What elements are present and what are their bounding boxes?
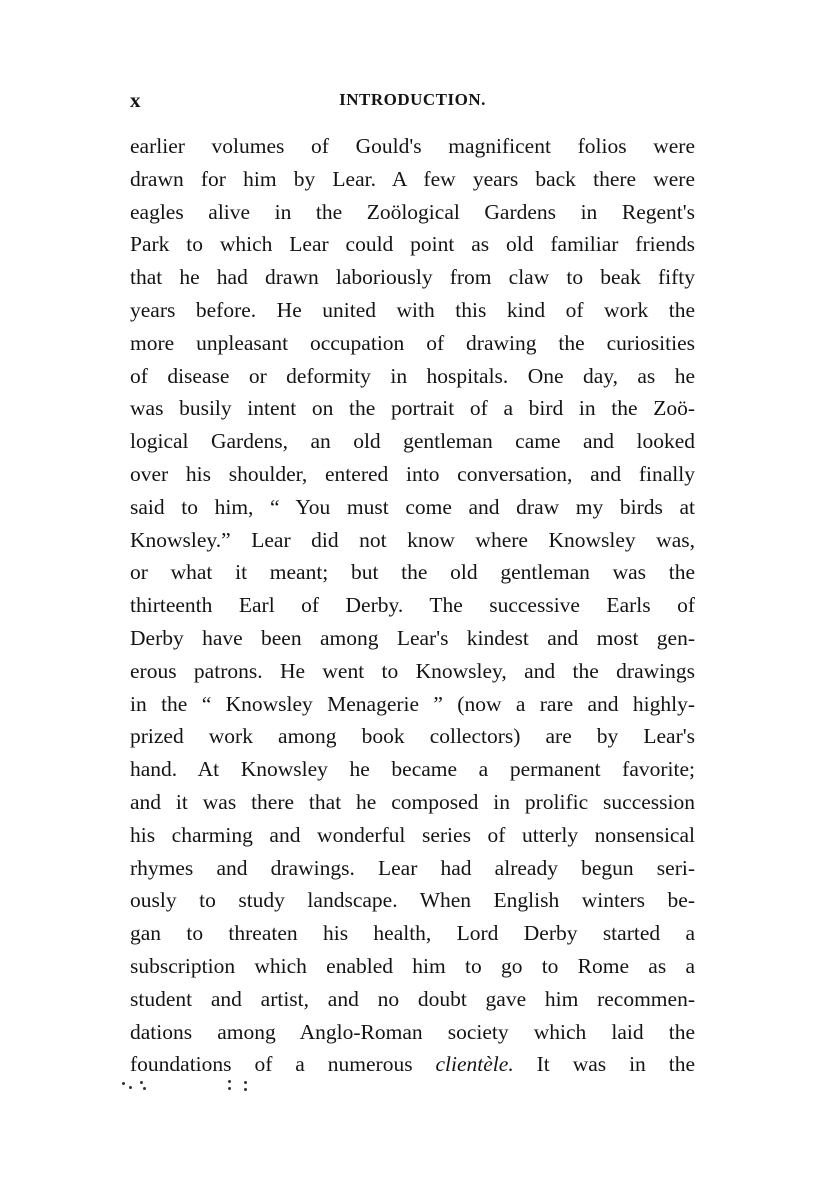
body-text [130, 130, 695, 1081]
scan-speck [228, 1080, 231, 1083]
text-line: erous patrons. He went to Knowsley, and the drawings [130, 658, 695, 683]
text-line: rhymes and drawings. Lear had already begun seri- [130, 855, 695, 880]
text-line: years before. He united with this kind of work the [130, 297, 695, 322]
scan-speck [122, 1082, 125, 1085]
scan-speck [244, 1088, 247, 1091]
text-line: more unpleasant occupation of drawing the curiosities [130, 330, 695, 355]
running-head: INTRODUCTION. [339, 90, 486, 109]
text-line: of disease or deformity in hospitals. One day, as he [130, 363, 695, 388]
scan-speck [140, 1081, 143, 1084]
text-line: in the “ Knowsley Menagerie ” (now a rare and highly- [130, 691, 695, 716]
page-header [130, 88, 695, 112]
text-line: earlier volumes of Gould's magnificent folios were [130, 134, 695, 158]
italic-word: clientèle. [435, 1052, 514, 1077]
scan-speck [129, 1086, 132, 1089]
scan-speck [143, 1087, 146, 1090]
text-line: drawn for him by Lear. A few years back there were [130, 166, 695, 191]
text-line: Park to which Lear could point as old familiar friends [130, 232, 695, 257]
text-line: prized work among book collectors) are by Lear's [130, 724, 695, 749]
text-line: thirteenth Earl of Derby. The successive Earls of [130, 593, 695, 618]
last-line-start: foundations of a numerous [130, 1052, 413, 1077]
last-line-end: It was in the [536, 1052, 695, 1077]
text-line: Knowsley.” Lear did not know where Knowsley was, [130, 527, 695, 552]
text-line: logical Gardens, an old gentleman came and looked [130, 429, 695, 454]
page-number: x [130, 88, 141, 112]
text-line: ously to study landscape. When English winters be- [130, 888, 695, 913]
text-line: over his shoulder, entered into conversation, and finally [130, 461, 695, 486]
text-line: said to him, “ You must come and draw my birds at [130, 494, 695, 519]
scan-speck [244, 1081, 247, 1084]
text-line: eagles alive in the Zoölogical Gardens in Regent's [130, 199, 695, 224]
text-line: was busily intent on the portrait of a bird in the Zoö- [130, 396, 695, 421]
text-line: dations among Anglo-Roman society which laid the [130, 1019, 695, 1044]
text-line: his charming and wonderful series of utterly nonsensical [130, 822, 695, 847]
scan-specks [120, 1078, 260, 1092]
last-text-line [130, 1048, 695, 1081]
text-line: student and artist, and no doubt gave him recommen- [130, 986, 695, 1011]
text-line: or what it meant; but the old gentleman was the [130, 560, 695, 585]
text-line: Derby have been among Lear's kindest and most gen- [130, 625, 695, 650]
text-line: that he had drawn laboriously from claw to beak fifty [130, 265, 695, 290]
text-line: gan to threaten his health, Lord Derby started a [130, 921, 695, 946]
scan-speck [228, 1087, 231, 1090]
text-line: hand. At Knowsley he became a permanent favorite; [130, 757, 695, 782]
text-line: subscription which enabled him to go to Rome as a [130, 953, 695, 978]
text-line: and it was there that he composed in prolific succession [130, 789, 695, 814]
